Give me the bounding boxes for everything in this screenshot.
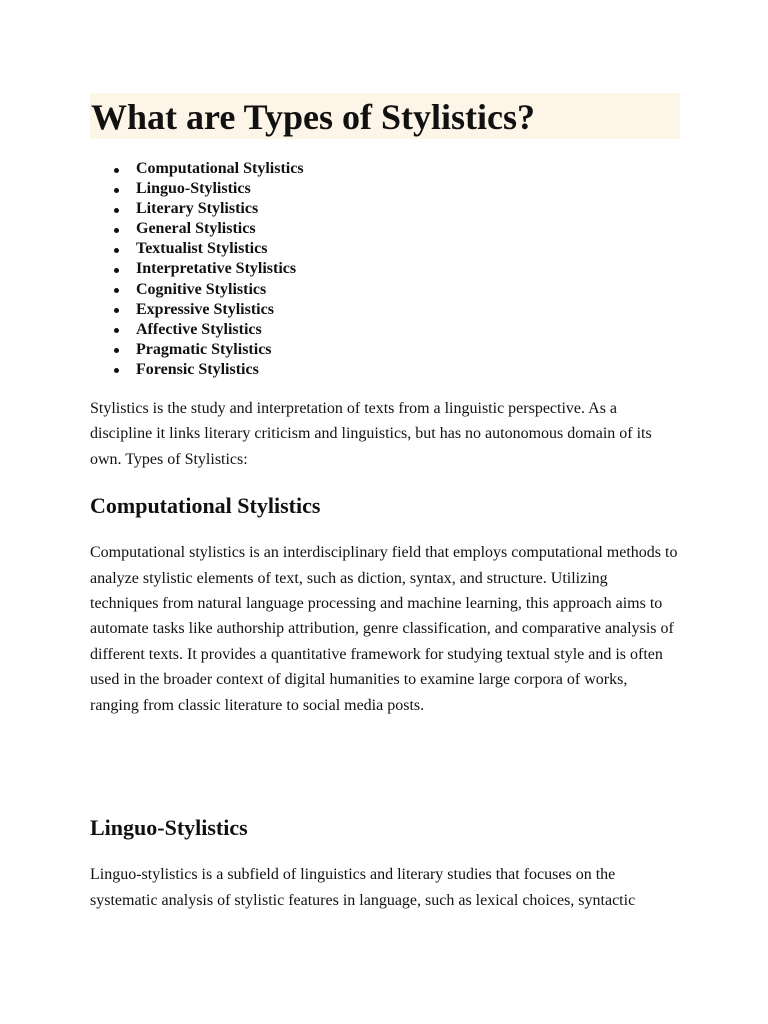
list-item-label: Pragmatic Stylistics xyxy=(136,340,272,358)
list-item xyxy=(90,159,680,179)
list-item-label: Interpretative Stylistics xyxy=(136,260,297,278)
bullet-icon xyxy=(114,288,119,293)
bullet-icon xyxy=(114,268,119,273)
list-item-label: Cognitive Stylistics xyxy=(136,280,267,298)
section-body-computational: Computational stylistics is an interdisciplinary field that employs computational methods to analyze stylistic elements of text, such as diction, syntax, and structure. Utilizing techniques from natural language processing and machine learning, this approach aims to automate tasks like authorship attribution, genre classification, and comparative analysis of different texts. It provides a quantitative framework for studying textual style and is often used in the broader context of digital humanities to examine large corpora of works, ranging from classic literature to social media posts. xyxy=(90,544,678,714)
bullet-icon xyxy=(114,328,119,333)
section-body-linguo: Linguo-stylistics is a subfield of linguistics and literary studies that focuses on the systematic analysis of stylistic features in language, such as lexical choices, syntactic xyxy=(90,866,636,909)
bullet-icon xyxy=(114,208,119,213)
list-item-label: Literary Stylistics xyxy=(136,200,259,218)
bullet-icon xyxy=(114,248,119,253)
bullet-icon xyxy=(114,308,119,313)
intro-paragraph: Stylistics is the study and interpretation of texts from a linguistic perspective. As a discipline it links literary criticism and linguistics, but has no autonomous domain of its own. Types of Stylistics: xyxy=(90,400,652,468)
bullet-icon xyxy=(114,168,119,173)
bullet-icon xyxy=(114,228,119,233)
list-item-label: Linguo-Stylistics xyxy=(136,180,251,198)
list-item xyxy=(90,320,680,340)
list-item-label: Computational Stylistics xyxy=(136,160,304,177)
list-item xyxy=(90,179,680,199)
list-item xyxy=(90,280,680,300)
list-item xyxy=(90,259,680,279)
list-item xyxy=(90,300,680,320)
section-heading-linguo: Linguo-Stylistics xyxy=(90,815,248,841)
list-item-label: Forensic Stylistics xyxy=(136,360,259,378)
list-item xyxy=(90,360,680,380)
section-spacer xyxy=(90,718,680,814)
bullet-icon xyxy=(114,348,119,353)
section-heading-computational: Computational Stylistics xyxy=(90,493,321,519)
list-item-label: General Stylistics xyxy=(136,220,256,238)
bullet-icon xyxy=(114,188,119,193)
list-item xyxy=(90,219,680,239)
list-item-label: Affective Stylistics xyxy=(136,320,262,338)
list-item xyxy=(90,340,680,360)
list-item-label: Textualist Stylistics xyxy=(136,240,268,258)
list-item xyxy=(90,199,680,219)
list-item xyxy=(90,239,680,259)
stylistics-types-list xyxy=(90,159,680,380)
page-title: What are Types of Stylistics? xyxy=(90,93,680,139)
list-item-label: Expressive Stylistics xyxy=(136,300,274,318)
bullet-icon xyxy=(114,368,119,373)
document-page xyxy=(90,93,680,913)
